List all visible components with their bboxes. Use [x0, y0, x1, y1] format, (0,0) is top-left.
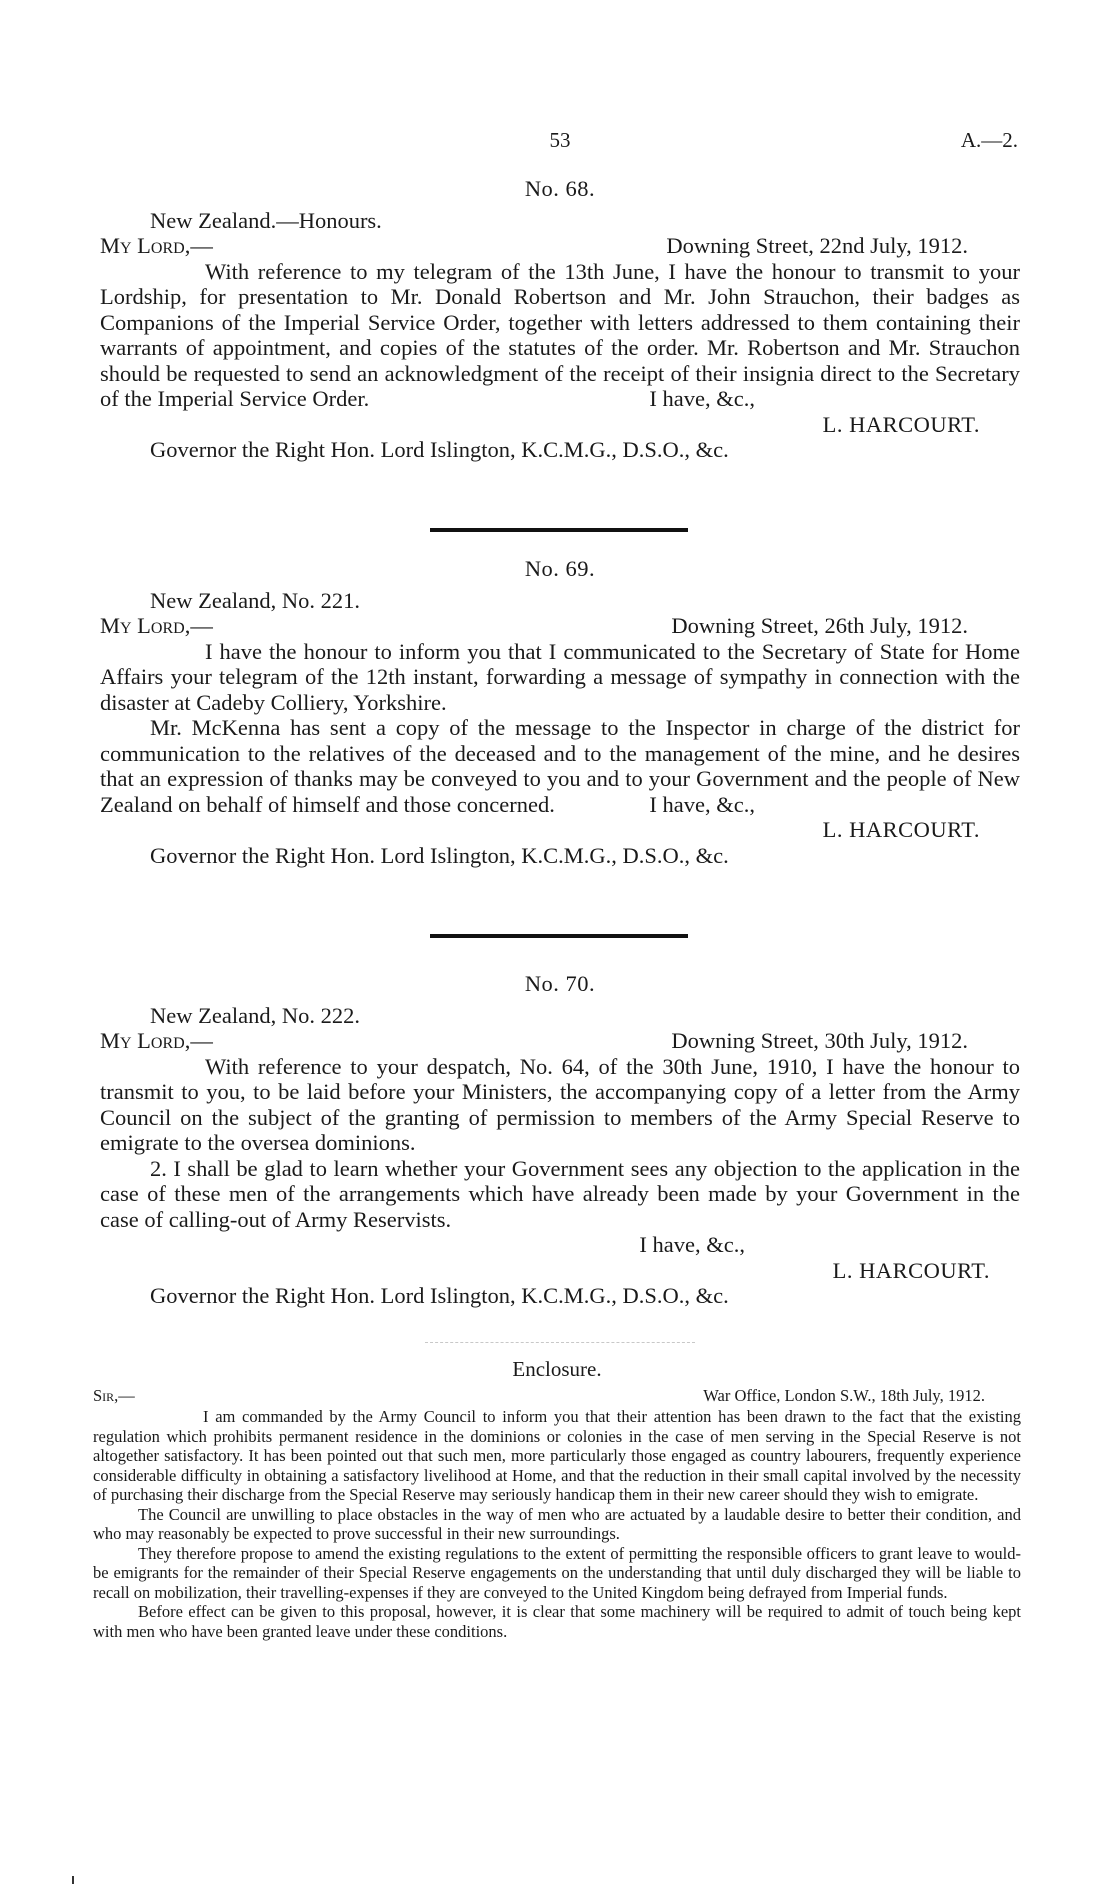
- closing: I have, &c.,: [649, 386, 755, 411]
- section-divider: [430, 934, 688, 938]
- salutation: My Lord,—: [100, 1028, 213, 1053]
- salutation-row: [100, 613, 1020, 639]
- addressee: Governor the Right Hon. Lord Islington, K.C.M.G., D.S.O., &c.: [150, 842, 729, 868]
- dateline: War Office, London S.W., 18th July, 1912.: [703, 1385, 985, 1405]
- salutation-row: [93, 1386, 1021, 1406]
- paragraph: With reference to your despatch, No. 64, of the 30th June, 1910, I have the honour to transmit to you, to be laid before your Ministers, the accompanying copy of a letter from the Army Council on the subject of the granting of permission to members of the Army Special Reserve to emigrate to the oversea dominions.: [100, 1053, 1020, 1155]
- salutation: My Lord,—: [100, 613, 213, 638]
- enclosure: [93, 1357, 1021, 1641]
- letter-number: No. 68.: [524, 176, 596, 201]
- dateline: Downing Street, 26th July, 1912.: [671, 613, 968, 638]
- letter-reference: New Zealand.—Honours.: [150, 207, 382, 233]
- closing: I have, &c.,: [639, 1232, 745, 1257]
- letter-reference: New Zealand, No. 222.: [150, 1002, 360, 1028]
- section-divider: [425, 1342, 695, 1343]
- addressee: Governor the Right Hon. Lord Islington, K.C.M.G., D.S.O., &c.: [150, 437, 729, 462]
- closing: I have, &c.,: [649, 791, 755, 817]
- paragraph: Mr. McKenna has sent a copy of the message to the Inspector in charge of the district for communication to the relatives of the deceased and to the management of the mine, and he desires that an expression of thanks may be conveyed to you and to your Government and the people of New Zealand on behalf of himself and those concerned.: [100, 715, 1020, 817]
- section-divider: [430, 528, 688, 532]
- paragraph: Before effect can be given to this proposal, however, it is clear that some machinery will be required to admit of touch being kept with men who have been granted leave under these conditions.: [93, 1602, 1021, 1641]
- letter-70: [100, 971, 1020, 1309]
- series-number: A.—2.: [960, 128, 1018, 152]
- dateline: Downing Street, 30th July, 1912.: [671, 1028, 968, 1053]
- paragraph: They therefore propose to amend the existing regulations to the extent of permitting the responsible officers to grant leave to would-be emigrants for the remainder of their Special Reserve engagements on the understanding that until duly discharged they will be liable to recall on mobilization, their travelling-expenses if they are conveyed to the United Kingdom being defrayed from Imperial funds.: [93, 1543, 1021, 1602]
- paragraph: With reference to my telegram of the 13th June, I have the honour to transmit to your Lordship, for presentation to Mr. Donald Robertson and Mr. John Strauchon, their badges as Companions of the Imperial Service Order, together with letters addressed to them containing their warrants of appointment, and copies of the statutes of the order. Mr. Robertson and Mr. Strauchon should be requested to send an acknowledgment of the receipt of their insignia direct to the Secretary of the Imperial Service Order.: [100, 258, 1020, 411]
- letter-68: [100, 176, 1020, 463]
- dateline: Downing Street, 22nd July, 1912.: [666, 233, 968, 258]
- salutation-row: [100, 233, 1020, 259]
- scan-mark: [72, 1876, 74, 1884]
- salutation: My Lord,—: [100, 233, 213, 258]
- letter-69: [100, 556, 1020, 868]
- letter-number: No. 70.: [524, 971, 596, 996]
- signature: L. HARCOURT.: [822, 817, 980, 842]
- page-number: 53: [549, 128, 571, 152]
- addressee: Governor the Right Hon. Lord Islington, K.C.M.G., D.S.O., &c.: [150, 1283, 729, 1308]
- salutation-row: [100, 1028, 1020, 1054]
- letter-number: No. 69.: [524, 556, 596, 581]
- paragraph: I am commanded by the Army Council to inform you that their attention has been drawn to the fact that the existing regulation which prohibits permanent residence in the dominions or colonies in the case of men serving in the Special Reserve is not altogether satisfactory. It has been pointed out that such men, more particularly those engaged as country labourers, frequently experience considerable difficulty in obtaining a satisfactory livelihood at Home, and that the reduction in their small capital involved by the necessity of purchasing their discharge from the Special Reserve may seriously handicap them in their new career should they wish to emigrate.: [93, 1407, 1021, 1504]
- paragraph: 2. I shall be glad to learn whether your Government sees any objection to the application in the case of these men of the arrangements which have already been made by your Government in the case of calling-out of Army Reservists.: [100, 1155, 1020, 1232]
- signature: L. HARCOURT.: [822, 411, 980, 437]
- enclosure-title: Enclosure.: [512, 1357, 602, 1381]
- signature: L. HARCOURT.: [832, 1257, 990, 1283]
- paragraph: The Council are unwilling to place obstacles in the way of men who are actuated by a laudable desire to better their condition, and who may reasonably be expected to prove successful in their new surroundings.: [93, 1504, 1021, 1543]
- salutation: Sir,—: [93, 1385, 135, 1405]
- paragraph: I have the honour to inform you that I communicated to the Secretary of State for Home Affairs your telegram of the 12th instant, forwarding a message of sympathy in connection with the disaster at Cadeby Colliery, Yorkshire.: [100, 638, 1020, 715]
- letter-reference: New Zealand, No. 221.: [150, 587, 360, 613]
